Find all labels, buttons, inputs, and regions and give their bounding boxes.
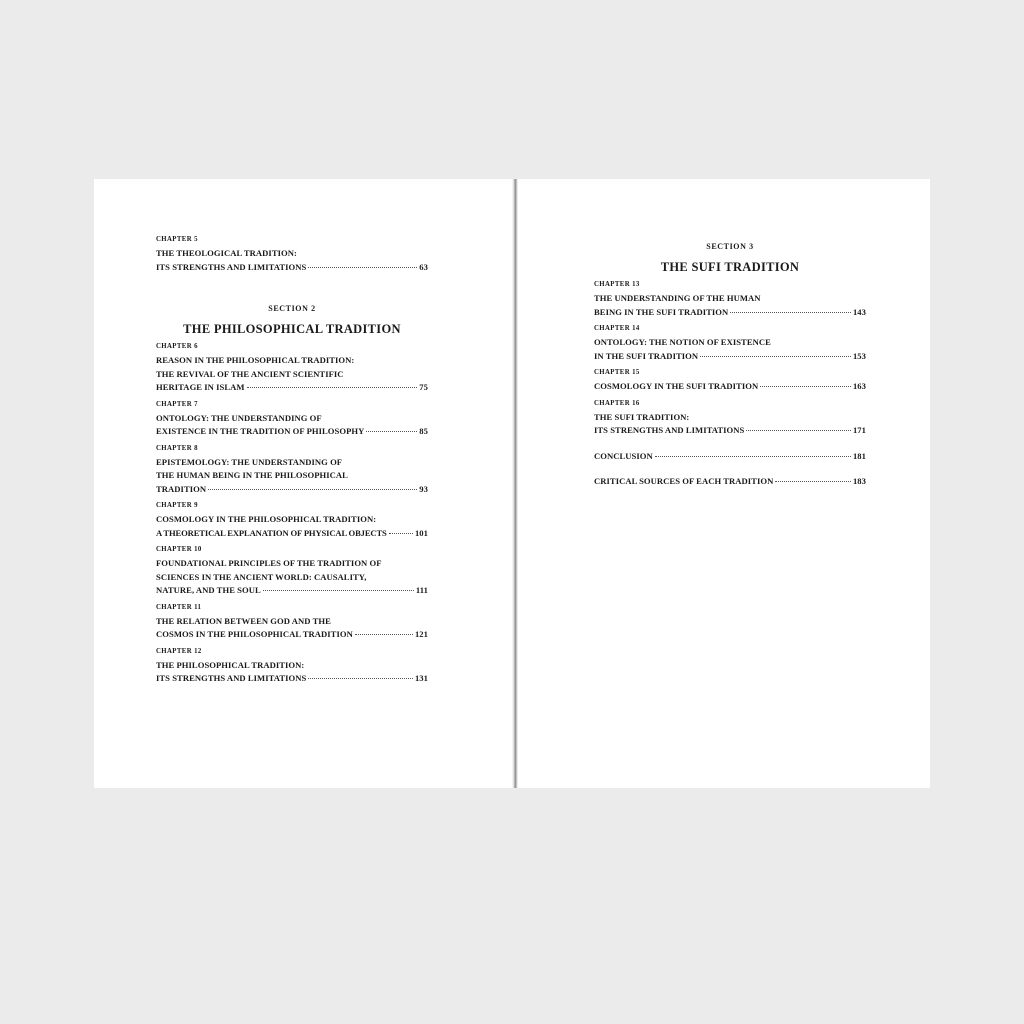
chapter-title-line: EXISTENCE IN THE TRADITION OF PHILOSOPHY (156, 426, 365, 436)
dot-leader (308, 678, 413, 679)
chapter-label: CHAPTER 5 (156, 236, 198, 243)
chapter-label: CHAPTER 6 (156, 343, 198, 350)
toc-entry-chapter-8 (156, 444, 428, 497)
chapter-title-line: REASON IN THE PHILOSOPHICAL TRADITION: (156, 355, 355, 365)
right-page (594, 179, 866, 851)
chapter-title-line: ONTOLOGY: THE UNDERSTANDING OF (156, 412, 322, 423)
chapter-title-line: THE UNDERSTANDING OF THE HUMAN (594, 293, 761, 303)
chapter-title-line: A THEORETICAL EXPLANATION OF PHYSICAL OBJECTS (156, 527, 387, 538)
toc-entry-chapter-15 (594, 368, 866, 394)
chapter-title-line: TRADITION (156, 483, 207, 494)
toc-entry-chapter-9 (156, 501, 428, 540)
chapter-title-line: ITS STRENGTHS AND LIMITATIONS (156, 673, 307, 683)
page-number: 121 (414, 629, 428, 639)
chapter-title-line: FOUNDATIONAL PRINCIPLES OF THE TRADITION OF (156, 558, 382, 568)
toc-entry-chapter-12 (156, 647, 428, 686)
book-spread (94, 179, 930, 788)
chapter-title-line: ITS STRENGTHS AND LIMITATIONS (156, 261, 307, 272)
dot-leader (208, 489, 417, 490)
chapter-title-line: COSMOLOGY IN THE SUFI TRADITION (594, 381, 759, 391)
chapter-label: CHAPTER 16 (594, 399, 640, 407)
chapter-title-line: THE PHILOSOPHICAL TRADITION: (156, 659, 305, 670)
chapter-label: CHAPTER 14 (594, 325, 640, 332)
toc-entry-chapter-7 (156, 400, 428, 439)
chapter-title-last-line (156, 584, 428, 598)
chapter-title-line: BEING IN THE SUFI TRADITION (594, 306, 729, 317)
chapter-title-last-line (156, 672, 428, 686)
chapter-title-line: COSMOS IN THE PHILOSOPHICAL TRADITION (156, 629, 353, 639)
left-page (156, 179, 428, 844)
page-number: 101 (414, 527, 428, 538)
page-number: 93 (419, 483, 428, 494)
chapter-title-line: HERITAGE IN ISLAM (156, 382, 245, 392)
page-number: 143 (852, 306, 866, 317)
toc-entry-chapter-13 (594, 280, 866, 319)
page-number: 85 (419, 426, 428, 436)
toc-chapter-list (156, 342, 428, 686)
section-3-heading (594, 242, 866, 275)
toc-entry-chapter-5 (156, 235, 428, 274)
conclusion-title: CONCLUSION (594, 450, 653, 461)
chapter-title-last-line (594, 350, 866, 364)
chapter-title-line: EPISTEMOLOGY: THE UNDERSTANDING OF (156, 456, 343, 467)
chapter-label: CHAPTER 10 (156, 546, 202, 553)
toc-entry-critical-sources (594, 475, 866, 489)
toc-entry-chapter-14 (594, 324, 866, 363)
dot-leader (355, 634, 413, 635)
dot-leader (366, 431, 417, 432)
chapter-label: CHAPTER 13 (594, 281, 640, 288)
chapter-label: CHAPTER 15 (594, 369, 640, 376)
chapter-label: CHAPTER 8 (156, 444, 198, 452)
chapter-title-last-line (594, 306, 866, 320)
chapter-title-last-line (156, 483, 428, 497)
chapter-title-last-line (594, 424, 866, 438)
chapter-title-line: THE RELATION BETWEEN GOD AND THE (156, 615, 331, 626)
dot-leader (655, 456, 851, 457)
toc-entry-chapter-11 (156, 603, 428, 642)
chapter-label: CHAPTER 11 (156, 603, 202, 611)
toc-entry-chapter-10 (156, 545, 428, 598)
chapter-title-line: THE HUMAN BEING IN THE PHILOSOPHICAL (156, 470, 348, 480)
chapter-title-last-line (156, 261, 428, 275)
page-number: 163 (852, 381, 866, 391)
chapter-title-last-line (156, 527, 428, 541)
dot-leader (247, 387, 418, 388)
toc-entry-conclusion (594, 450, 866, 464)
dot-leader (730, 312, 851, 313)
chapter-title-line: THE REVIVAL OF THE ANCIENT SCIENTIFIC (156, 368, 344, 379)
chapter-label: CHAPTER 9 (156, 502, 198, 509)
chapter-title-line: IN THE SUFI TRADITION (594, 350, 699, 361)
chapter-title-line: ONTOLOGY: THE NOTION OF EXISTENCE (594, 337, 771, 347)
book-gutter (512, 179, 518, 788)
dot-leader (760, 386, 851, 387)
page-number: 75 (419, 382, 428, 392)
chapter-title-last-line (594, 380, 866, 394)
chapter-title-last-line (156, 628, 428, 642)
section-2-heading (156, 304, 428, 337)
page-number: 63 (419, 261, 428, 272)
toc-entry-chapter-16 (594, 399, 866, 438)
toc-chapter-list (594, 280, 866, 489)
section-label: SECTION 3 (706, 242, 754, 251)
page-number: 171 (852, 425, 866, 435)
dot-leader (775, 481, 851, 482)
chapter-title-line: ITS STRENGTHS AND LIMITATIONS (594, 425, 745, 435)
dot-leader (746, 430, 851, 431)
critical-sources-title: CRITICAL SOURCES OF EACH TRADITION (594, 476, 774, 486)
dot-leader (263, 590, 414, 591)
chapter-label: CHAPTER 12 (156, 647, 202, 655)
section-label: SECTION 2 (268, 304, 316, 313)
chapter-title-last-line (156, 425, 428, 439)
chapter-title-line: THE THEOLOGICAL TRADITION: (156, 248, 297, 258)
section-title: THE SUFI TRADITION (660, 260, 800, 274)
chapter-title-line: THE SUFI TRADITION: (594, 411, 690, 422)
page-number: 131 (414, 673, 428, 683)
dot-leader (308, 267, 417, 268)
page-number: 181 (852, 450, 866, 461)
chapter-label: CHAPTER 7 (156, 400, 198, 408)
chapter-title-line: NATURE, AND THE SOUL (156, 585, 261, 595)
section-title: THE PHILOSOPHICAL TRADITION (183, 322, 401, 336)
chapter-title-last-line (156, 381, 428, 395)
toc-entry-chapter-6 (156, 342, 428, 395)
chapter-title-line: SCIENCES IN THE ANCIENT WORLD: CAUSALITY, (156, 571, 367, 582)
page-number: 153 (852, 350, 866, 361)
dot-leader (700, 356, 851, 357)
chapter-title-line: COSMOLOGY IN THE PHILOSOPHICAL TRADITION: (156, 514, 377, 524)
dot-leader (389, 533, 413, 534)
page-number: 111 (415, 585, 428, 595)
page-number: 183 (852, 476, 866, 486)
